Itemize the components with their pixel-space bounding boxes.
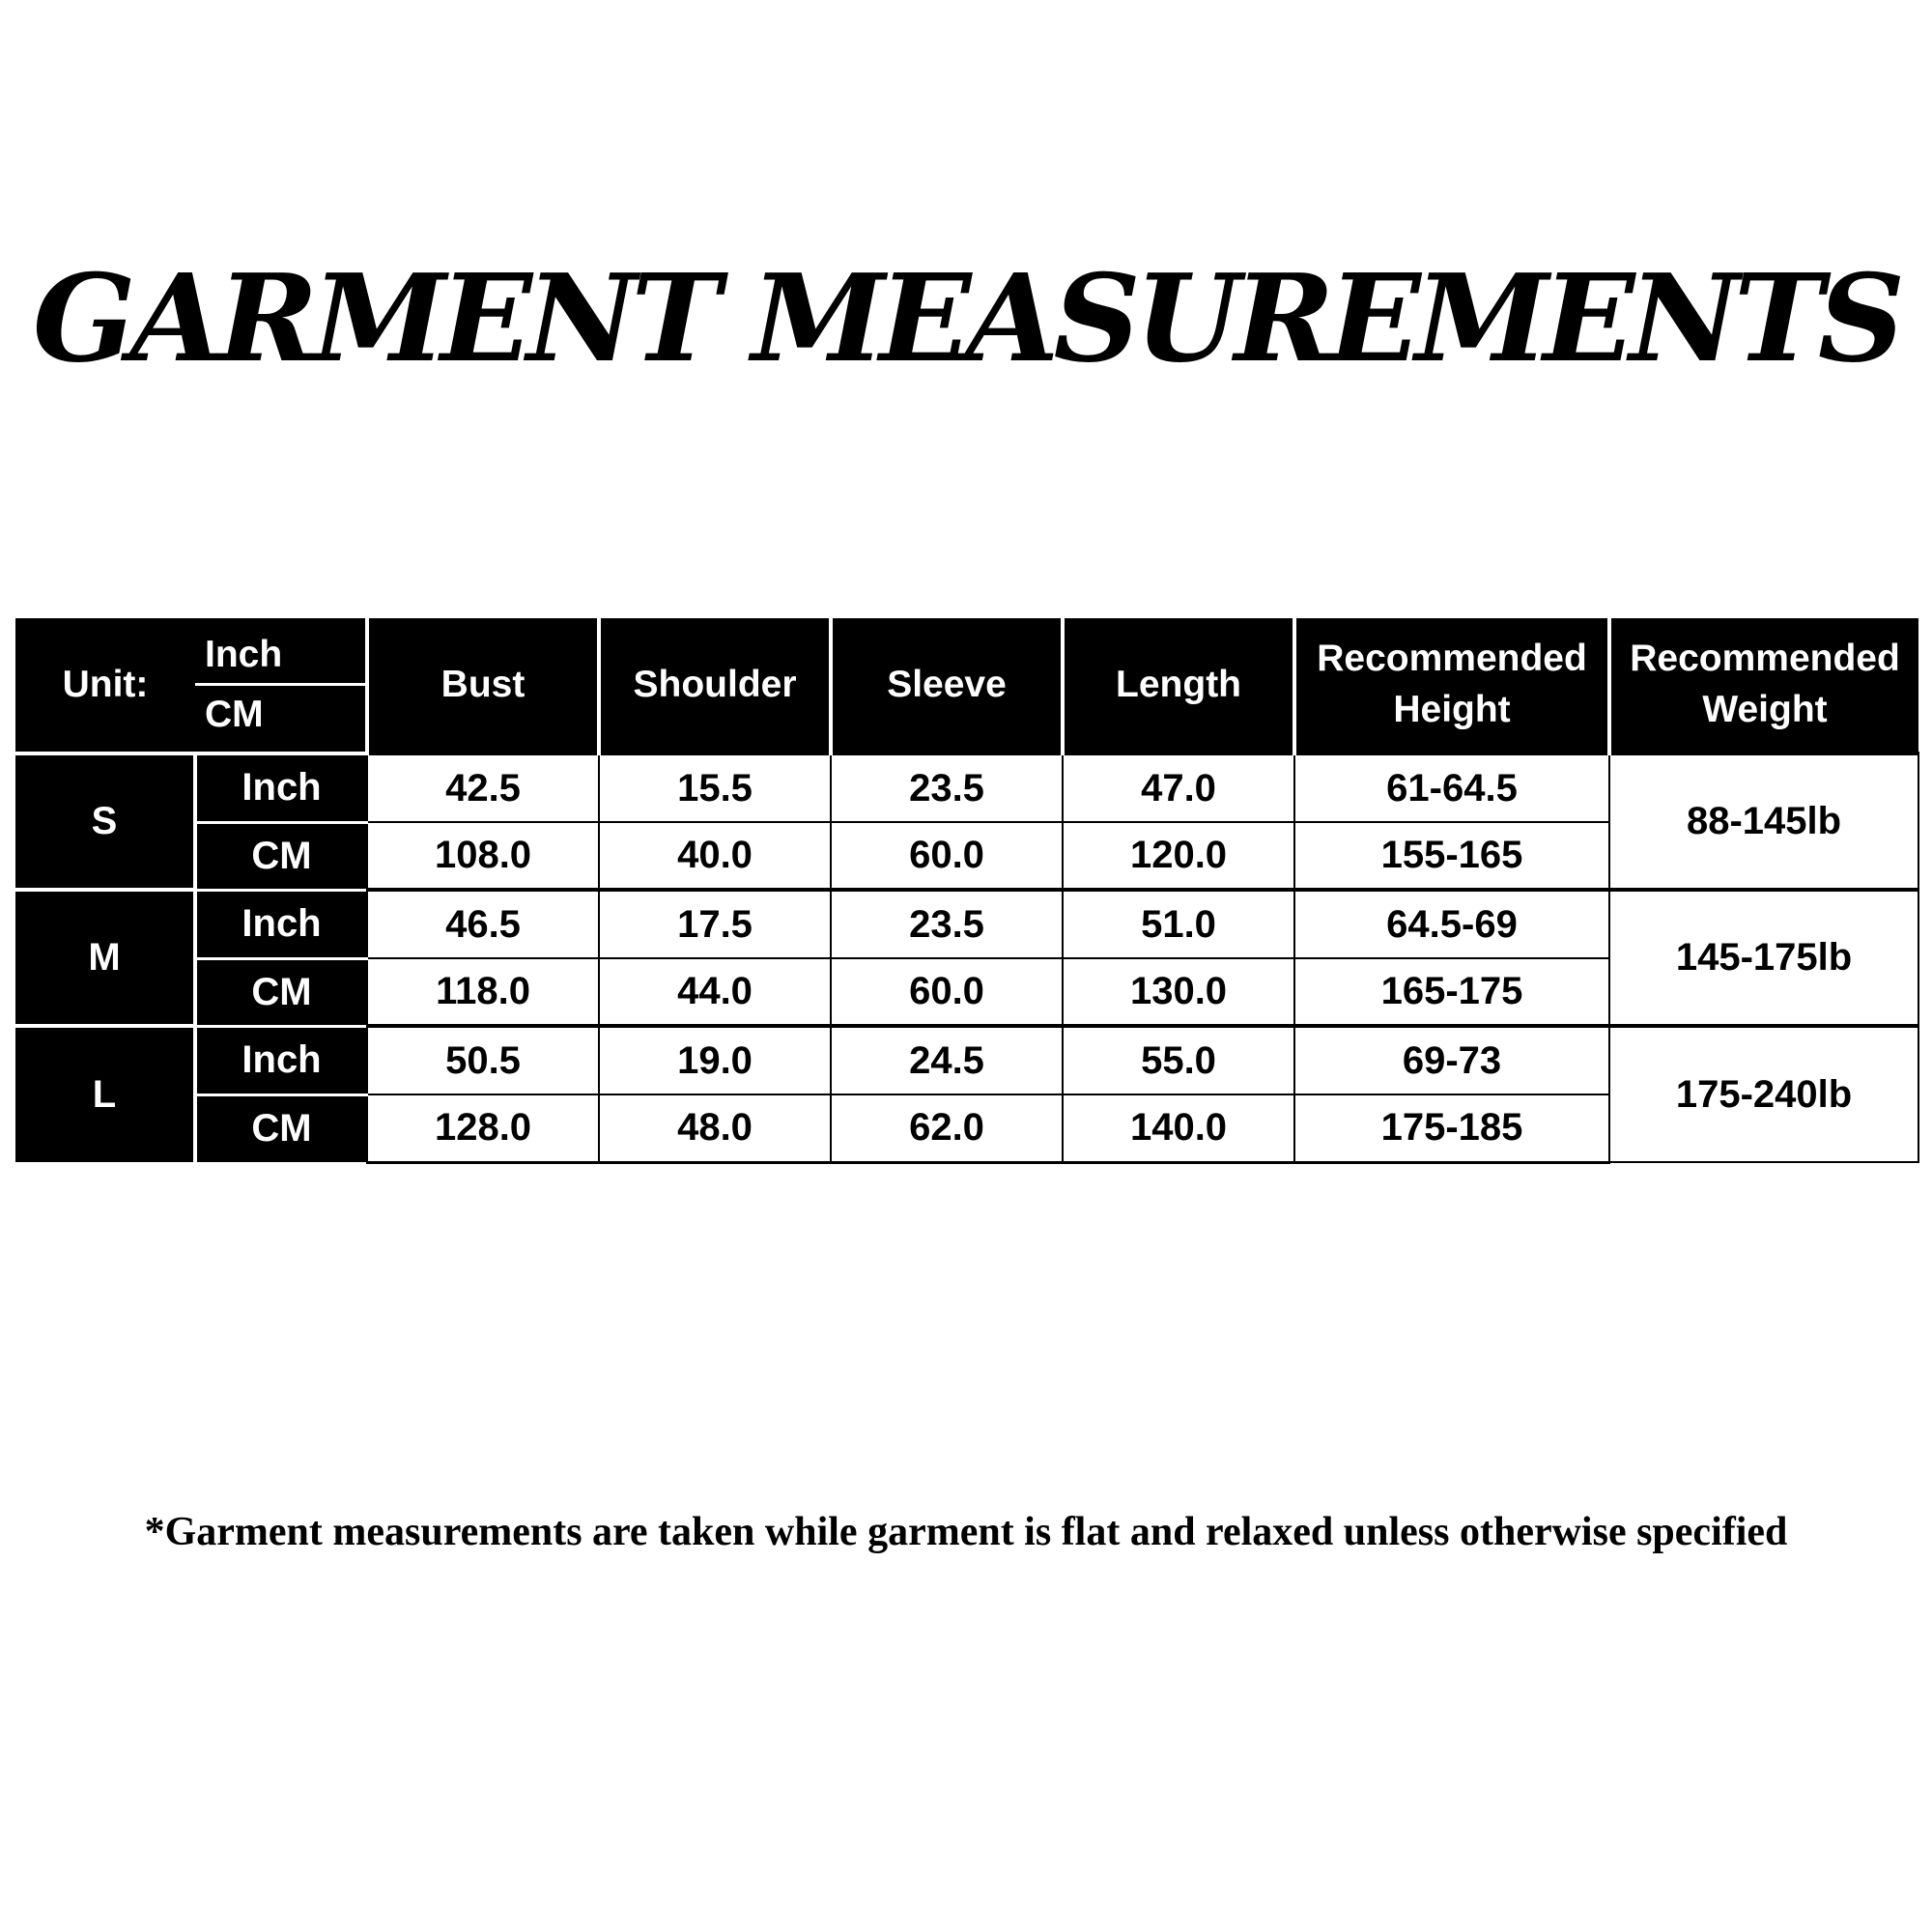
bust-value: 108.0 — [367, 822, 599, 890]
size-label-s: S — [15, 753, 195, 890]
bust-value: 50.5 — [367, 1026, 599, 1094]
sleeve-value: 23.5 — [831, 890, 1063, 958]
height-value: 155-165 — [1294, 822, 1609, 890]
bust-value: 118.0 — [367, 958, 599, 1026]
rec-height-line-2: Height — [1393, 689, 1511, 730]
column-header-shoulder: Shoulder — [599, 618, 831, 753]
height-value: 69-73 — [1294, 1026, 1609, 1094]
unit-header — [15, 618, 367, 753]
column-header-bust: Bust — [367, 618, 599, 753]
table-row — [15, 890, 1918, 958]
shoulder-value: 44.0 — [599, 958, 831, 1026]
height-value: 64.5-69 — [1294, 890, 1609, 958]
sleeve-value: 60.0 — [831, 958, 1063, 1026]
unit-label: Unit: — [62, 663, 149, 705]
unit-cell: Inch — [195, 890, 367, 958]
height-value: 165-175 — [1294, 958, 1609, 1026]
shoulder-value: 40.0 — [599, 822, 831, 890]
unit-option-inch: Inch — [195, 630, 365, 686]
shoulder-value: 48.0 — [599, 1094, 831, 1162]
rec-height-line-1: Recommended — [1317, 638, 1587, 680]
length-value: 51.0 — [1063, 890, 1294, 958]
length-value: 120.0 — [1063, 822, 1294, 890]
weight-value: 175-240lb — [1609, 1026, 1918, 1162]
measurement-note: *Garment measurements are taken while garment is flat and relaxed unless otherwise specified — [144, 1510, 1788, 1554]
unit-cell: Inch — [195, 1026, 367, 1094]
bust-value: 128.0 — [367, 1094, 599, 1162]
column-header-recommended-weight — [1609, 618, 1918, 753]
rec-weight-line-2: Weight — [1702, 689, 1828, 730]
size-label-m: M — [15, 890, 195, 1026]
unit-cell: CM — [195, 822, 367, 890]
header-row — [15, 618, 1918, 753]
unit-cell: Inch — [195, 753, 367, 822]
length-value: 55.0 — [1063, 1026, 1294, 1094]
sleeve-value: 24.5 — [831, 1026, 1063, 1094]
length-value: 47.0 — [1063, 753, 1294, 822]
weight-value: 145-175lb — [1609, 890, 1918, 1026]
length-value: 130.0 — [1063, 958, 1294, 1026]
size-chart-table — [15, 618, 1919, 1164]
sleeve-value: 23.5 — [831, 753, 1063, 822]
height-value: 61-64.5 — [1294, 753, 1609, 822]
weight-value: 88-145lb — [1609, 753, 1918, 890]
height-value: 175-185 — [1294, 1094, 1609, 1162]
sleeve-value: 62.0 — [831, 1094, 1063, 1162]
unit-cell: CM — [195, 958, 367, 1026]
sleeve-value: 60.0 — [831, 822, 1063, 890]
table-row — [15, 753, 1918, 822]
unit-cell: CM — [195, 1094, 367, 1162]
shoulder-value: 15.5 — [599, 753, 831, 822]
size-label-l: L — [15, 1026, 195, 1162]
column-header-length: Length — [1063, 618, 1294, 753]
bust-value: 42.5 — [367, 753, 599, 822]
column-header-recommended-height — [1294, 618, 1609, 753]
shoulder-value: 17.5 — [599, 890, 831, 958]
rec-weight-line-1: Recommended — [1630, 638, 1900, 680]
unit-option-cm: CM — [205, 693, 264, 735]
column-header-sleeve: Sleeve — [831, 618, 1063, 753]
table-row — [15, 1026, 1918, 1094]
shoulder-value: 19.0 — [599, 1026, 831, 1094]
bust-value: 46.5 — [367, 890, 599, 958]
length-value: 140.0 — [1063, 1094, 1294, 1162]
page-title: GARMENT MEASUREMENTS — [32, 248, 1900, 389]
